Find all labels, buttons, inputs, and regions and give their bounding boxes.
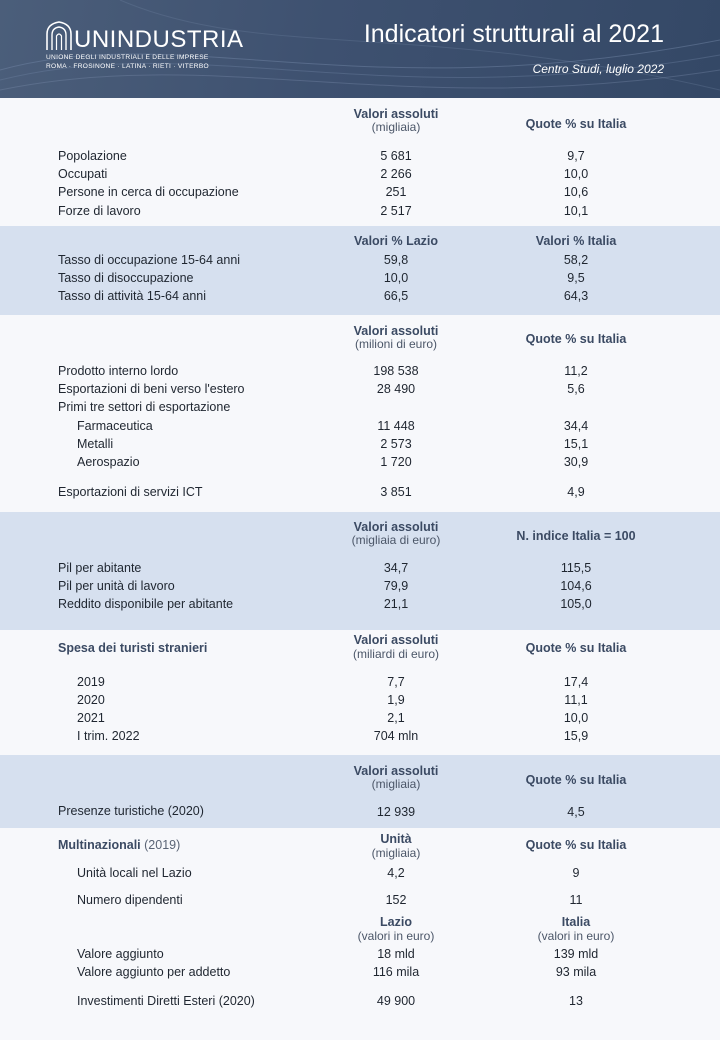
row-value: 12 939: [376, 805, 416, 819]
row-share: 10,0: [563, 167, 589, 181]
section-multinationals: [0, 828, 720, 1040]
row-label: 2021: [77, 711, 105, 725]
page-subtitle: Centro Studi, luglio 2022: [532, 62, 664, 76]
row-value: 21,1: [383, 597, 409, 611]
row-label: Primi tre settori di esportazione: [58, 400, 231, 414]
column-header: Valori assoluti: [353, 520, 439, 534]
column-header: Unità: [380, 832, 412, 846]
column-header: Lazio: [380, 915, 412, 929]
row-label: Numero dipendenti: [77, 893, 183, 907]
row-label: 2019: [77, 675, 105, 689]
row-value: 152: [385, 893, 407, 907]
column-subheader: (milioni di euro): [354, 337, 438, 351]
section-gdp-exports: [0, 315, 720, 512]
column-subheader: (miliardi di euro): [352, 647, 440, 661]
row-label: Tasso di disoccupazione: [58, 271, 194, 285]
row-label: Occupati: [58, 167, 108, 181]
logo-cities: ROMA · FROSINONE · LATINA · RIETI · VITERBO: [46, 63, 209, 70]
column-header: Quote % su Italia: [525, 332, 627, 346]
row-share: 15,9: [563, 729, 589, 743]
row-share: 11,1: [564, 693, 588, 707]
row-share: 4,5: [567, 805, 585, 819]
row-value: 3 851: [380, 485, 412, 499]
row-label: 2020: [77, 693, 105, 707]
row-label: Persone in cerca di occupazione: [58, 185, 239, 199]
column-header: Quote % su Italia: [525, 641, 627, 655]
column-subheader: (migliaia): [371, 120, 421, 134]
column-subheader: (valori in euro): [357, 929, 435, 943]
row-label: Reddito disponibile per abitante: [58, 597, 234, 611]
logo-wordmark: UNINDUSTRIA: [74, 26, 244, 53]
section-productivity: [0, 512, 720, 630]
row-value: 59,8: [383, 253, 409, 267]
row-value: 34,7: [383, 561, 409, 575]
row-label: Pil per abitante: [58, 561, 142, 575]
column-subheader: (migliaia): [371, 846, 421, 860]
row-share: 11,2: [564, 364, 588, 378]
column-header: Quote % su Italia: [525, 117, 627, 131]
row-label: Forze di lavoro: [58, 204, 141, 218]
column-header: Valori assoluti: [353, 764, 439, 778]
row-value: 49 900: [376, 994, 416, 1008]
row-label: Pil per unità di lavoro: [58, 579, 175, 593]
row-share: 30,9: [563, 455, 589, 469]
row-label: Valore aggiunto per addetto: [77, 965, 231, 979]
row-share: 15,1: [563, 437, 589, 451]
row-value: 2 517: [380, 204, 412, 218]
column-header: Italia: [561, 915, 591, 929]
row-value: 5 681: [380, 149, 412, 163]
row-index: 105,0: [560, 597, 592, 611]
row-label: I trim. 2022: [77, 729, 140, 743]
row-value-italy: 93 mila: [555, 965, 597, 979]
row-share: 13: [569, 994, 583, 1008]
row-value-italy: 139 mld: [553, 947, 599, 961]
column-header: Quote % su Italia: [525, 773, 627, 787]
row-value: 11 448: [377, 419, 415, 433]
row-label: Investimenti Diretti Esteri (2020): [77, 994, 255, 1008]
column-header: Quote % su Italia: [525, 838, 627, 852]
row-value: 10,0: [383, 271, 409, 285]
page-header: [0, 0, 720, 98]
column-subheader: (migliaia di euro): [351, 533, 441, 547]
column-header: Valori assoluti: [353, 107, 439, 121]
row-label: Prodotto interno lordo: [58, 364, 179, 378]
row-value: 28 490: [376, 382, 416, 396]
row-label: Unità locali nel Lazio: [77, 866, 192, 880]
section-title: [58, 837, 180, 853]
row-value: 2 573: [380, 437, 412, 451]
unindustria-logo-icon: [44, 20, 74, 54]
column-header: Valori assoluti: [353, 324, 439, 338]
column-header: Valori % Italia: [535, 234, 617, 248]
column-header: N. indice Italia = 100: [516, 529, 636, 543]
row-share: 9: [572, 866, 580, 880]
row-index: 115,5: [560, 561, 592, 575]
row-value: 79,9: [383, 579, 409, 593]
row-value: 116 mila: [372, 965, 420, 979]
row-value: 2 266: [380, 167, 412, 181]
row-share: 17,4: [563, 675, 589, 689]
section-tourist-presences: [0, 755, 720, 828]
logo-tagline: UNIONE DEGLI INDUSTRIALI E DELLE IMPRESE: [46, 54, 209, 61]
row-value: 704 mln: [373, 729, 419, 743]
section-labour-rates: [0, 226, 720, 315]
row-share: 10,6: [563, 185, 589, 199]
row-label: Esportazioni di beni verso l'estero: [58, 382, 245, 396]
section-foreign-tourists: [0, 630, 720, 755]
row-share: 10,1: [563, 204, 589, 218]
row-share: 10,0: [563, 711, 589, 725]
row-label: Valore aggiunto: [77, 947, 164, 961]
page-title: Indicatori strutturali al 2021: [363, 20, 664, 48]
row-index: 104,6: [560, 579, 592, 593]
row-share: 4,9: [567, 485, 585, 499]
row-share: 11: [569, 893, 583, 907]
row-label: Popolazione: [58, 149, 127, 163]
row-value: 2,1: [387, 711, 405, 725]
row-value: 198 538: [373, 364, 419, 378]
row-label: Presenze turistiche (2020): [58, 804, 204, 818]
row-share: 9,5: [567, 271, 585, 285]
row-label: Esportazioni di servizi ICT: [58, 485, 203, 499]
row-value: 1 720: [380, 455, 412, 469]
row-label: Tasso di attività 15-64 anni: [58, 289, 207, 303]
column-subheader: (migliaia): [371, 777, 421, 791]
row-share: 58,2: [563, 253, 589, 267]
row-value: 1,9: [387, 693, 405, 707]
row-label: Metalli: [77, 437, 114, 451]
row-label: Tasso di occupazione 15-64 anni: [58, 253, 241, 267]
row-value: 4,2: [387, 866, 405, 880]
row-label: Farmaceutica: [77, 419, 153, 433]
column-header: Valori % Lazio: [353, 234, 439, 248]
column-subheader: (valori in euro): [537, 929, 615, 943]
row-value: 66,5: [383, 289, 409, 303]
row-share: 34,4: [563, 419, 589, 433]
section-title-year: (2019): [144, 838, 181, 852]
column-header: Valori assoluti: [353, 633, 439, 647]
row-value: 251: [385, 185, 407, 199]
section-title: Spesa dei turisti stranieri: [58, 641, 208, 655]
row-share: 5,6: [567, 382, 585, 396]
row-value: 18 mld: [377, 947, 415, 961]
section-title-text: Multinazionali: [58, 838, 141, 852]
row-label: Aerospazio: [77, 455, 140, 469]
section-labour-absolute: [0, 98, 720, 226]
row-value: 7,7: [387, 675, 405, 689]
row-share: 64,3: [563, 289, 589, 303]
row-share: 9,7: [567, 149, 585, 163]
